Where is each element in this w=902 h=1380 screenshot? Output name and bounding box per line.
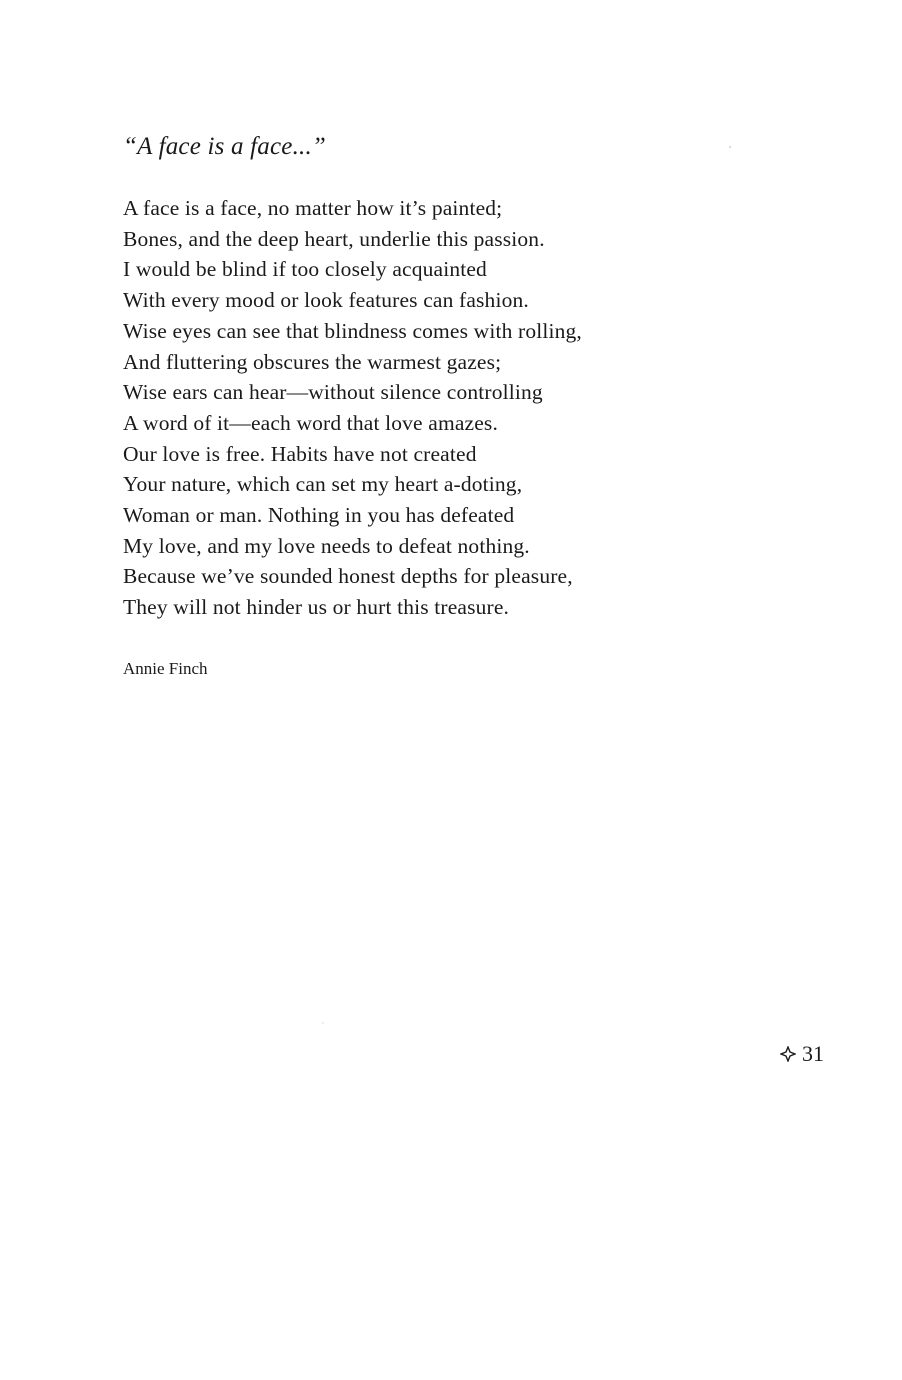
poem-line: I would be blind if too closely acquainted — [123, 257, 487, 282]
poem-title: “A face is a face...” — [123, 133, 327, 160]
poem-line: Because we’ve sounded honest depths for pleasure, — [123, 564, 573, 589]
poem-line: Wise ears can hear—without silence controlling — [123, 380, 543, 405]
poem-line: And fluttering obscures the warmest gazes; — [123, 349, 502, 374]
poem-line: My love, and my love needs to defeat nothing. — [123, 533, 530, 558]
scan-speck — [322, 1022, 324, 1024]
poem-line: With every mood or look features can fashion. — [123, 288, 529, 313]
poem-line: Woman or man. Nothing in you has defeated — [123, 503, 515, 528]
page-number: 31 — [802, 1041, 824, 1066]
four-point-star-icon — [780, 1046, 796, 1062]
poem-line: Your nature, which can set my heart a-doting, — [123, 472, 523, 497]
poem-line: A face is a face, no matter how it’s painted; — [123, 196, 503, 220]
poem-line: Our love is free. Habits have not created — [123, 441, 477, 466]
poem-author: Annie Finch — [123, 659, 208, 678]
poem-body — [123, 193, 763, 623]
poem-line: Wise eyes can see that blindness comes with rolling, — [123, 318, 582, 343]
scan-speck — [729, 146, 731, 148]
poem-line: They will not hinder us or hurt this treasure. — [123, 595, 510, 620]
page-folio — [780, 1040, 824, 1068]
poem-line: A word of it—each word that love amazes. — [123, 410, 498, 435]
poem-line: Bones, and the deep heart, underlie this passion. — [123, 226, 545, 251]
